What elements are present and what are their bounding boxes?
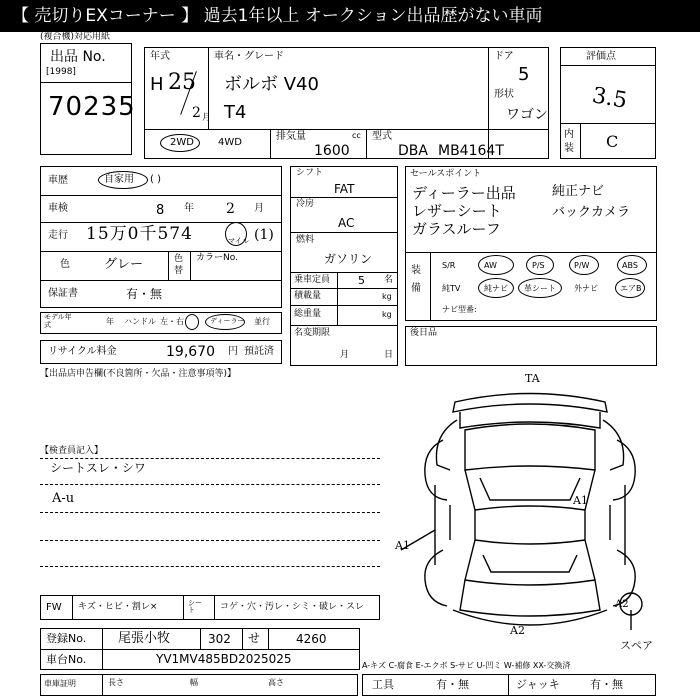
model-code-prefix: DBA [398,143,428,159]
reg-height: 高さ [268,678,284,687]
car-grade: T4 [224,102,247,123]
equipment-label: 装備 [411,265,421,294]
name-label: 車名・グレード [214,51,284,62]
equip-aw: AW [484,261,497,270]
capacity-label: 乗車定員 [294,275,331,285]
chassis-label: 車台No. [46,653,87,666]
history-value: 自家用 [104,174,134,185]
equip-pw: P/W [574,261,590,270]
equip-circle [478,278,514,298]
equip-abs: ABS [622,261,638,270]
tools-label: 工具 [372,678,394,691]
inspection-label: 車検 [48,203,68,214]
capacity-value: 5 [358,274,365,287]
shift-value: FAT [334,182,355,196]
handle-value: 左・右 [160,317,184,326]
equip-tv: 純TV [442,284,461,293]
lot-sub: [1998] [46,67,76,77]
name-change-label: 名変期限 [294,328,331,338]
shape-label: 形状 [494,89,514,100]
import-label: ディーラー [210,317,245,325]
mark-a2-bottom: A2 [510,624,525,637]
equip-ps: P/S [532,261,545,270]
mileage-value: 15万0千574 [86,224,193,244]
interior-label: 内装 [564,129,574,154]
equip-circle [518,278,562,298]
inspection-year-unit: 年 [184,203,194,214]
mark-a2-spare: A2 [615,599,629,610]
chassis-value: YV1MV485BD2025025 [156,652,292,666]
car-model: ボルボ V40 [224,74,319,95]
registration-number: 4260 [296,632,327,646]
sales-item: ディーラー出品 [412,184,516,202]
color-label: 色 [60,259,70,270]
registration-class: 302 [208,632,231,646]
fw-label: FW [46,602,62,613]
year-label: 年式 [150,51,170,62]
equip-circle [569,255,599,275]
equip-leather: 革シート [524,284,556,293]
model-year-label: モデル年式 [44,313,72,329]
displacement-label: 排気量 [276,131,306,142]
score-label: 評価点 [586,51,616,62]
warranty-label: 保証書 [48,288,78,299]
fuel-value: ガソリン [324,252,373,266]
registration-kana: せ [248,631,261,645]
seat-items: コゲ・穴・汚レ・シミ・破レ・スレ [220,602,365,612]
lot-number: 70235 [48,92,136,122]
doors-value: 5 [518,64,530,85]
jack-value: 有・無 [590,678,623,691]
later-items-box [405,326,657,366]
model-year-unit: 年 [106,317,114,326]
recycle-label: リサイクル料金 [48,346,117,357]
interior-value: C [606,132,619,151]
displacement-unit: cc [352,131,361,140]
spare-label: スペア [620,639,653,652]
lot-label: 出品 No. [50,49,106,65]
handle-circle [185,314,199,330]
fw-items: キズ・ヒビ・割レ× [78,602,158,612]
reg-width: 幅 [190,678,198,687]
history-paren: ( ) [150,174,161,185]
later-items-label: 後日品 [410,328,438,338]
sales-label: セールスポイント [410,169,482,179]
mark-a1-right: A1 [573,494,588,507]
year-value: 25 [168,70,196,95]
inspector-label: 【検査員記入】 [40,446,104,456]
sales-item: ガラスルーフ [412,220,501,238]
ac-value: AC [338,216,355,230]
sales-item: レザーシート [412,202,502,220]
warranty-value: 有・無 [126,287,163,301]
banner: 【 売切りEXコーナー 】 過去1年以上 オークション出品歴がない車両 [0,0,700,32]
tools-value: 有・無 [436,678,469,691]
mileage-label: 走行 [48,230,68,241]
recycle-unit: 円 [228,346,238,357]
capacity-unit: 名 [384,275,394,285]
equip-ext-navi: 外ナビ [574,284,598,293]
sales-list [412,184,516,238]
equip-circle [526,255,554,275]
equip-airbag: エアB [620,284,642,293]
equip-sr: S/R [442,261,456,270]
color-no-label: カラーNo. [196,253,238,263]
damage-legend: A-キズ C-腐食 E-エクボ S-サビ U-凹ミ W-補修 XX-交換済 [362,661,571,670]
color-change-label: 色替 [174,254,184,276]
subheader: (複合機)対応用紙 [40,32,111,42]
navi-model-label: ナビ型番: [442,305,477,314]
sales-right-1: 純正ナビ [552,184,605,199]
gross-unit: kg [382,310,392,319]
name-change-day: 日 [384,350,394,360]
equip-circle [478,255,514,275]
recycle-note: 預託済 [244,346,274,357]
inspection-month-unit: 月 [254,203,264,214]
equip-circle [615,278,645,298]
reg-cert-label: 車庫証明 [44,679,76,688]
parallel-label: 並行 [254,317,270,326]
color-value: グレー [104,257,144,272]
reg-length: 長さ [108,678,124,687]
fuel-label: 燃料 [296,235,315,245]
gross-label: 総重量 [294,309,322,319]
load-label: 積載量 [294,291,322,301]
seat-label: シート [188,599,202,614]
shape-value: ワゴン [506,107,548,123]
doors-label: ドア [494,51,514,62]
mileage-unit: マイル [228,237,249,245]
sales-right-2: バックカメラ [552,205,631,220]
score-value: 3.5 [590,83,629,114]
inspector-note-1: シートスレ・シワ [50,461,146,475]
inspector-note-2: A-u [52,491,75,506]
model-code: MB4164T [438,143,504,159]
shift-label: シフト [296,168,324,178]
displacement-value: 1600 [314,143,350,159]
equip-circle [617,255,647,275]
mark-ta: TA [525,372,540,385]
year-month-unit: 月 [202,113,212,123]
reg-cert-box [40,674,358,696]
drive-2wd: 2WD [170,137,194,148]
model-code-label: 型式 [372,131,392,142]
year-month: 2 [192,105,201,121]
handle-label: ハンドル [124,317,156,326]
year-era: H [150,74,164,95]
drive-4wd: 4WD [218,137,242,148]
history-label: 車歴 [48,175,68,186]
equip-navi: 純ナビ [484,284,508,293]
recycle-value: 19,670 [166,344,215,360]
seller-notes-label: 【出品店申告欄(不良箇所・欠品・注意事項等)】 [40,369,237,379]
registration-label: 登録No. [46,632,87,645]
inspection-year: 8 [156,203,165,218]
inspection-month: 2 [226,201,235,217]
jack-label: ジャッキ [516,678,560,691]
registration-place: 尾張小牧 [118,631,171,646]
load-unit: kg [382,292,392,301]
mark-a1-left: A1 [395,539,410,552]
name-change-month: 月 [340,350,350,360]
mileage-note: (1) [254,227,274,243]
ac-label: 冷房 [296,199,315,209]
